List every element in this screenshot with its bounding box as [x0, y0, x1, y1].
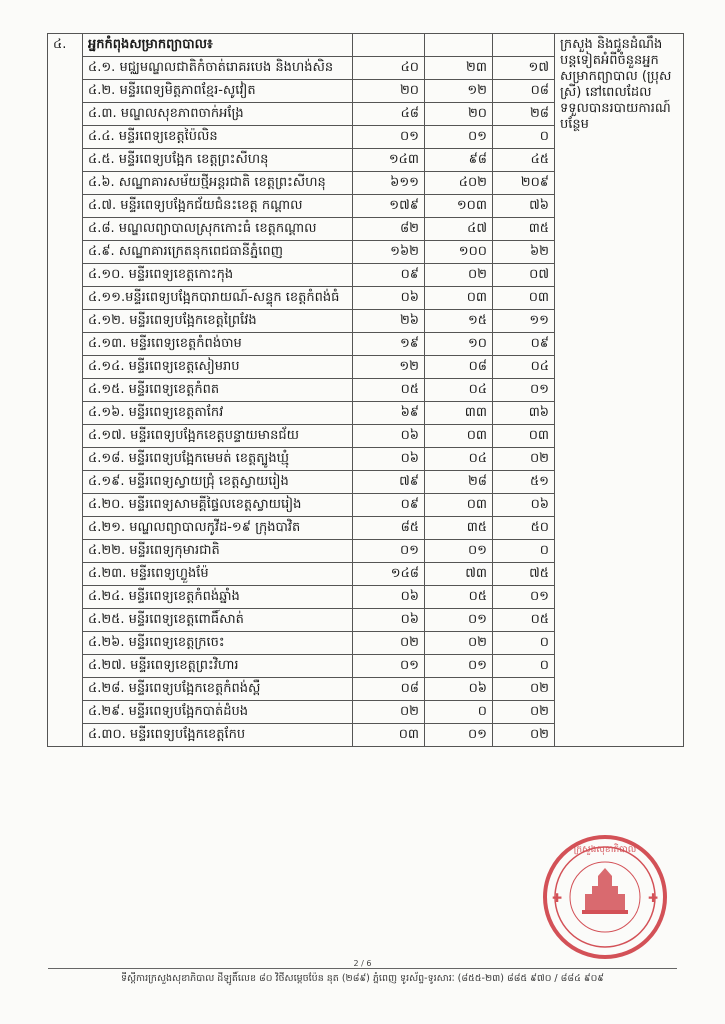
female-count: ០: [493, 655, 555, 678]
female-count: ០៤: [493, 356, 555, 379]
section-title: អ្នកកំពុងសម្រាកព្យាបាល៖: [83, 34, 353, 57]
official-seal-stamp: [540, 832, 670, 962]
total-count: ០១: [353, 126, 425, 149]
facility-name: ៤.២២. មន្ទីរពេទ្យកុមារជាតិ: [83, 540, 353, 563]
male-count: ៧៣: [425, 563, 493, 586]
facility-name: ៤.១. មជ្ឈមណ្ឌលជាតិកំចាត់រោគរបេង និងហង់សិន: [83, 57, 353, 80]
female-count: ៧៥: [493, 563, 555, 586]
footer-address: ទីស្តីការក្រសួងសុខាភិបាល ដីឡូតិ៍លេខ ៨០ វិថីសម្តេចប៉ែន នុត (២៨៩) ភ្នំពេញ ទូរស័ព្ទ-ទូរសារៈ (៨៥៥-២៣) ៨៨៥ ៩៧០ / ៨៨៤ ៩០៩: [120, 973, 605, 984]
facility-name: ៤.២៩. មន្ទីរពេទ្យបង្អែកបាត់ដំបង: [83, 701, 353, 724]
male-count: ២៨: [425, 471, 493, 494]
total-count: ០១: [353, 655, 425, 678]
facility-name: ៤.៩. សណ្ឋាគារក្រេតនុកពេជធានីភ្នំពេញ: [83, 241, 353, 264]
facility-name: ៤.១៦. មន្ទីរពេទ្យខេត្តតាកែវ: [83, 402, 353, 425]
male-count: ០២: [425, 264, 493, 287]
empty-cell: [493, 34, 555, 57]
total-count: ៧៩: [353, 471, 425, 494]
male-count: ០៦: [425, 678, 493, 701]
facility-name: ៤.២៦. មន្ទីរពេទ្យខេត្តក្រចេះ: [83, 632, 353, 655]
total-count: ៤០: [353, 57, 425, 80]
male-count: ៣៥: [425, 517, 493, 540]
female-count: ១៧: [493, 57, 555, 80]
male-count: ០៣: [425, 287, 493, 310]
total-count: ១៤៣: [353, 149, 425, 172]
page-number: 2 / 6: [353, 959, 372, 968]
male-count: ០១: [425, 655, 493, 678]
facility-name: ៤.៥. មន្ទីរពេទ្យបង្អែក ខេត្តព្រះសីហនុ: [83, 149, 353, 172]
note-cell: ក្រសួង និងជូនដំណឹងបន្តទៀតអំពីចំនួនអ្នកសម្រាកព្យាបាល (ប្រុស ស្រី) នៅពេលដែលទទួលបានរបាយការណ៍បន្ថែម: [555, 34, 684, 747]
male-count: ០១: [425, 540, 493, 563]
facility-name: ៤.២១. មណ្ឌលព្យាបាលកូវីដ-១៩ ក្រុងបាវិត: [83, 517, 353, 540]
total-count: ០១: [353, 540, 425, 563]
total-count: ៦៩: [353, 402, 425, 425]
footer-divider: [48, 968, 677, 969]
facility-name: ៤.២៨. មន្ទីរពេទ្យបង្អែកខេត្តកំពង់ស្ពឺ: [83, 678, 353, 701]
male-count: ៤០២: [425, 172, 493, 195]
male-count: ០៤: [425, 379, 493, 402]
male-count: ១០៣: [425, 195, 493, 218]
female-count: ០១: [493, 586, 555, 609]
male-count: ១២: [425, 80, 493, 103]
total-count: ០៦: [353, 448, 425, 471]
total-count: ១២: [353, 356, 425, 379]
total-count: ៦១១: [353, 172, 425, 195]
female-count: ០២: [493, 701, 555, 724]
empty-cell: [353, 34, 425, 57]
male-count: ០៣: [425, 494, 493, 517]
female-count: ០២: [493, 678, 555, 701]
female-count: ០២: [493, 724, 555, 747]
facility-name: ៤.១៨. មន្ទីរពេទ្យបង្អែកមេមត់ ខេត្តត្បូងឃ្មុំ: [83, 448, 353, 471]
facility-name: ៤.១៥. មន្ទីរពេទ្យខេត្តកំពត: [83, 379, 353, 402]
male-count: ០២: [425, 632, 493, 655]
total-count: ១៩: [353, 333, 425, 356]
female-count: ០២: [493, 448, 555, 471]
total-count: ១៧៩: [353, 195, 425, 218]
total-count: ០២: [353, 701, 425, 724]
female-count: ២៨: [493, 103, 555, 126]
facility-name: ៤.១៩. មន្ទីរពេទ្យស្វាយជ្រុំ ខេត្តស្វាយរៀង: [83, 471, 353, 494]
total-count: ៨៥: [353, 517, 425, 540]
total-count: ១៤៨: [353, 563, 425, 586]
facility-name: ៤.៤. មន្ទីរពេទ្យខេត្តប៉ៃលិន: [83, 126, 353, 149]
male-count: ៣៣: [425, 402, 493, 425]
male-count: ៤៧: [425, 218, 493, 241]
female-count: ០: [493, 126, 555, 149]
female-count: ៦២: [493, 241, 555, 264]
total-count: ០៥: [353, 379, 425, 402]
total-count: ០៦: [353, 287, 425, 310]
male-count: ១៥: [425, 310, 493, 333]
section-header-row: [48, 34, 684, 57]
total-count: ២៦: [353, 310, 425, 333]
female-count: ៧៦: [493, 195, 555, 218]
female-count: ០៥: [493, 609, 555, 632]
female-count: ០៣: [493, 287, 555, 310]
total-count: ០៨: [353, 678, 425, 701]
male-count: ១០: [425, 333, 493, 356]
female-count: ០៨: [493, 80, 555, 103]
male-count: ០៥: [425, 586, 493, 609]
total-count: ០៦: [353, 609, 425, 632]
facility-name: ៤.១២. មន្ទីរពេទ្យបង្អែកខេត្តព្រៃវែង: [83, 310, 353, 333]
female-count: ០៩: [493, 333, 555, 356]
male-count: ២៣: [425, 57, 493, 80]
female-count: ០: [493, 632, 555, 655]
facility-name: ៤.២៤. មន្ទីរពេទ្យខេត្តកំពង់ឆ្នាំង: [83, 586, 353, 609]
patients-table-body: [48, 34, 684, 747]
male-count: ២០: [425, 103, 493, 126]
male-count: ០: [425, 701, 493, 724]
female-count: ៥១: [493, 471, 555, 494]
facility-name: ៤.២០. មន្ទីរពេទ្យសាមគ្គីផ្ទៃលខេត្តស្វាយរៀង: [83, 494, 353, 517]
section-number: ៤.: [48, 34, 83, 747]
male-count: ០១: [425, 609, 493, 632]
total-count: ០៩: [353, 264, 425, 287]
facility-name: ៤.១៤. មន្ទីរពេទ្យខេត្តសៀមរាប: [83, 356, 353, 379]
empty-cell: [425, 34, 493, 57]
facility-name: ៤.១០. មន្ទីរពេទ្យខេត្តកោះកុង: [83, 264, 353, 287]
female-count: ០៧: [493, 264, 555, 287]
facility-name: ៤.១១.មន្ទីរពេទ្យបង្អែកបារាយណ៍-សន្ទុក ខេត្តកំពង់ធំ: [83, 287, 353, 310]
stamp-star-right: ✚: [648, 891, 659, 905]
male-count: ១០០: [425, 241, 493, 264]
male-count: ០៤: [425, 448, 493, 471]
total-count: ០៦: [353, 586, 425, 609]
facility-name: ៤.២. មន្ទីរពេទ្យមិត្តភាពខ្មែរ-សូវៀត: [83, 80, 353, 103]
male-count: ០៨: [425, 356, 493, 379]
total-count: ២០: [353, 80, 425, 103]
facility-name: ៤.២៧. មន្ទីរពេទ្យខេត្តព្រះវិហារ: [83, 655, 353, 678]
total-count: ០៦: [353, 425, 425, 448]
total-count: ៨២: [353, 218, 425, 241]
facility-name: ៤.៦. សណ្ឋាគារសម័យថ្មីអន្តរជាតិ ខេត្តព្រះសីហនុ: [83, 172, 353, 195]
total-count: ៤៨: [353, 103, 425, 126]
female-count: ០១: [493, 379, 555, 402]
total-count: ០២: [353, 632, 425, 655]
female-count: ០៣: [493, 425, 555, 448]
facility-name: ៤.២៥. មន្ទីរពេទ្យខេត្តពោធិ៍សាត់: [83, 609, 353, 632]
female-count: ៣៦: [493, 402, 555, 425]
stamp-star-left: ✚: [552, 891, 563, 905]
female-count: ៤៥: [493, 149, 555, 172]
facility-name: ៤.៣០. មន្ទីរពេទ្យបង្អែកខេត្តកែប: [83, 724, 353, 747]
facility-name: ៤.៧. មន្ទីរពេទ្យបង្អែកជ័យជំនះខេត្ត កណ្តាល: [83, 195, 353, 218]
female-count: ០៦: [493, 494, 555, 517]
facility-name: ៤.១៣. មន្ទីរពេទ្យខេត្តកំពង់ចាម: [83, 333, 353, 356]
female-count: ៣៥: [493, 218, 555, 241]
facility-name: ៤.២៣. មន្ទីរពេទ្យហ្លួងម៉ែ: [83, 563, 353, 586]
female-count: ២០៩: [493, 172, 555, 195]
male-count: ០៣: [425, 425, 493, 448]
total-count: ០៩: [353, 494, 425, 517]
female-count: ០: [493, 540, 555, 563]
male-count: ០១: [425, 126, 493, 149]
total-count: ០៣: [353, 724, 425, 747]
stamp-text: ក្រសួងសុខាភិបាល: [573, 845, 637, 855]
facility-name: ៤.៣. មណ្ឌលសុខភាពចាក់អង្រែ: [83, 103, 353, 126]
facility-name: ៤.១៧. មន្ទីរពេទ្យបង្អែកខេត្តបន្ទាយមានជ័យ: [83, 425, 353, 448]
male-count: ០១: [425, 724, 493, 747]
female-count: ១១: [493, 310, 555, 333]
female-count: ៥០: [493, 517, 555, 540]
total-count: ១៦២: [353, 241, 425, 264]
patients-table: [47, 33, 684, 747]
male-count: ៩៨: [425, 149, 493, 172]
facility-name: ៤.៨. មណ្ឌលព្យាបាលស្រុកកោះធំ ខេត្តកណ្តាល: [83, 218, 353, 241]
